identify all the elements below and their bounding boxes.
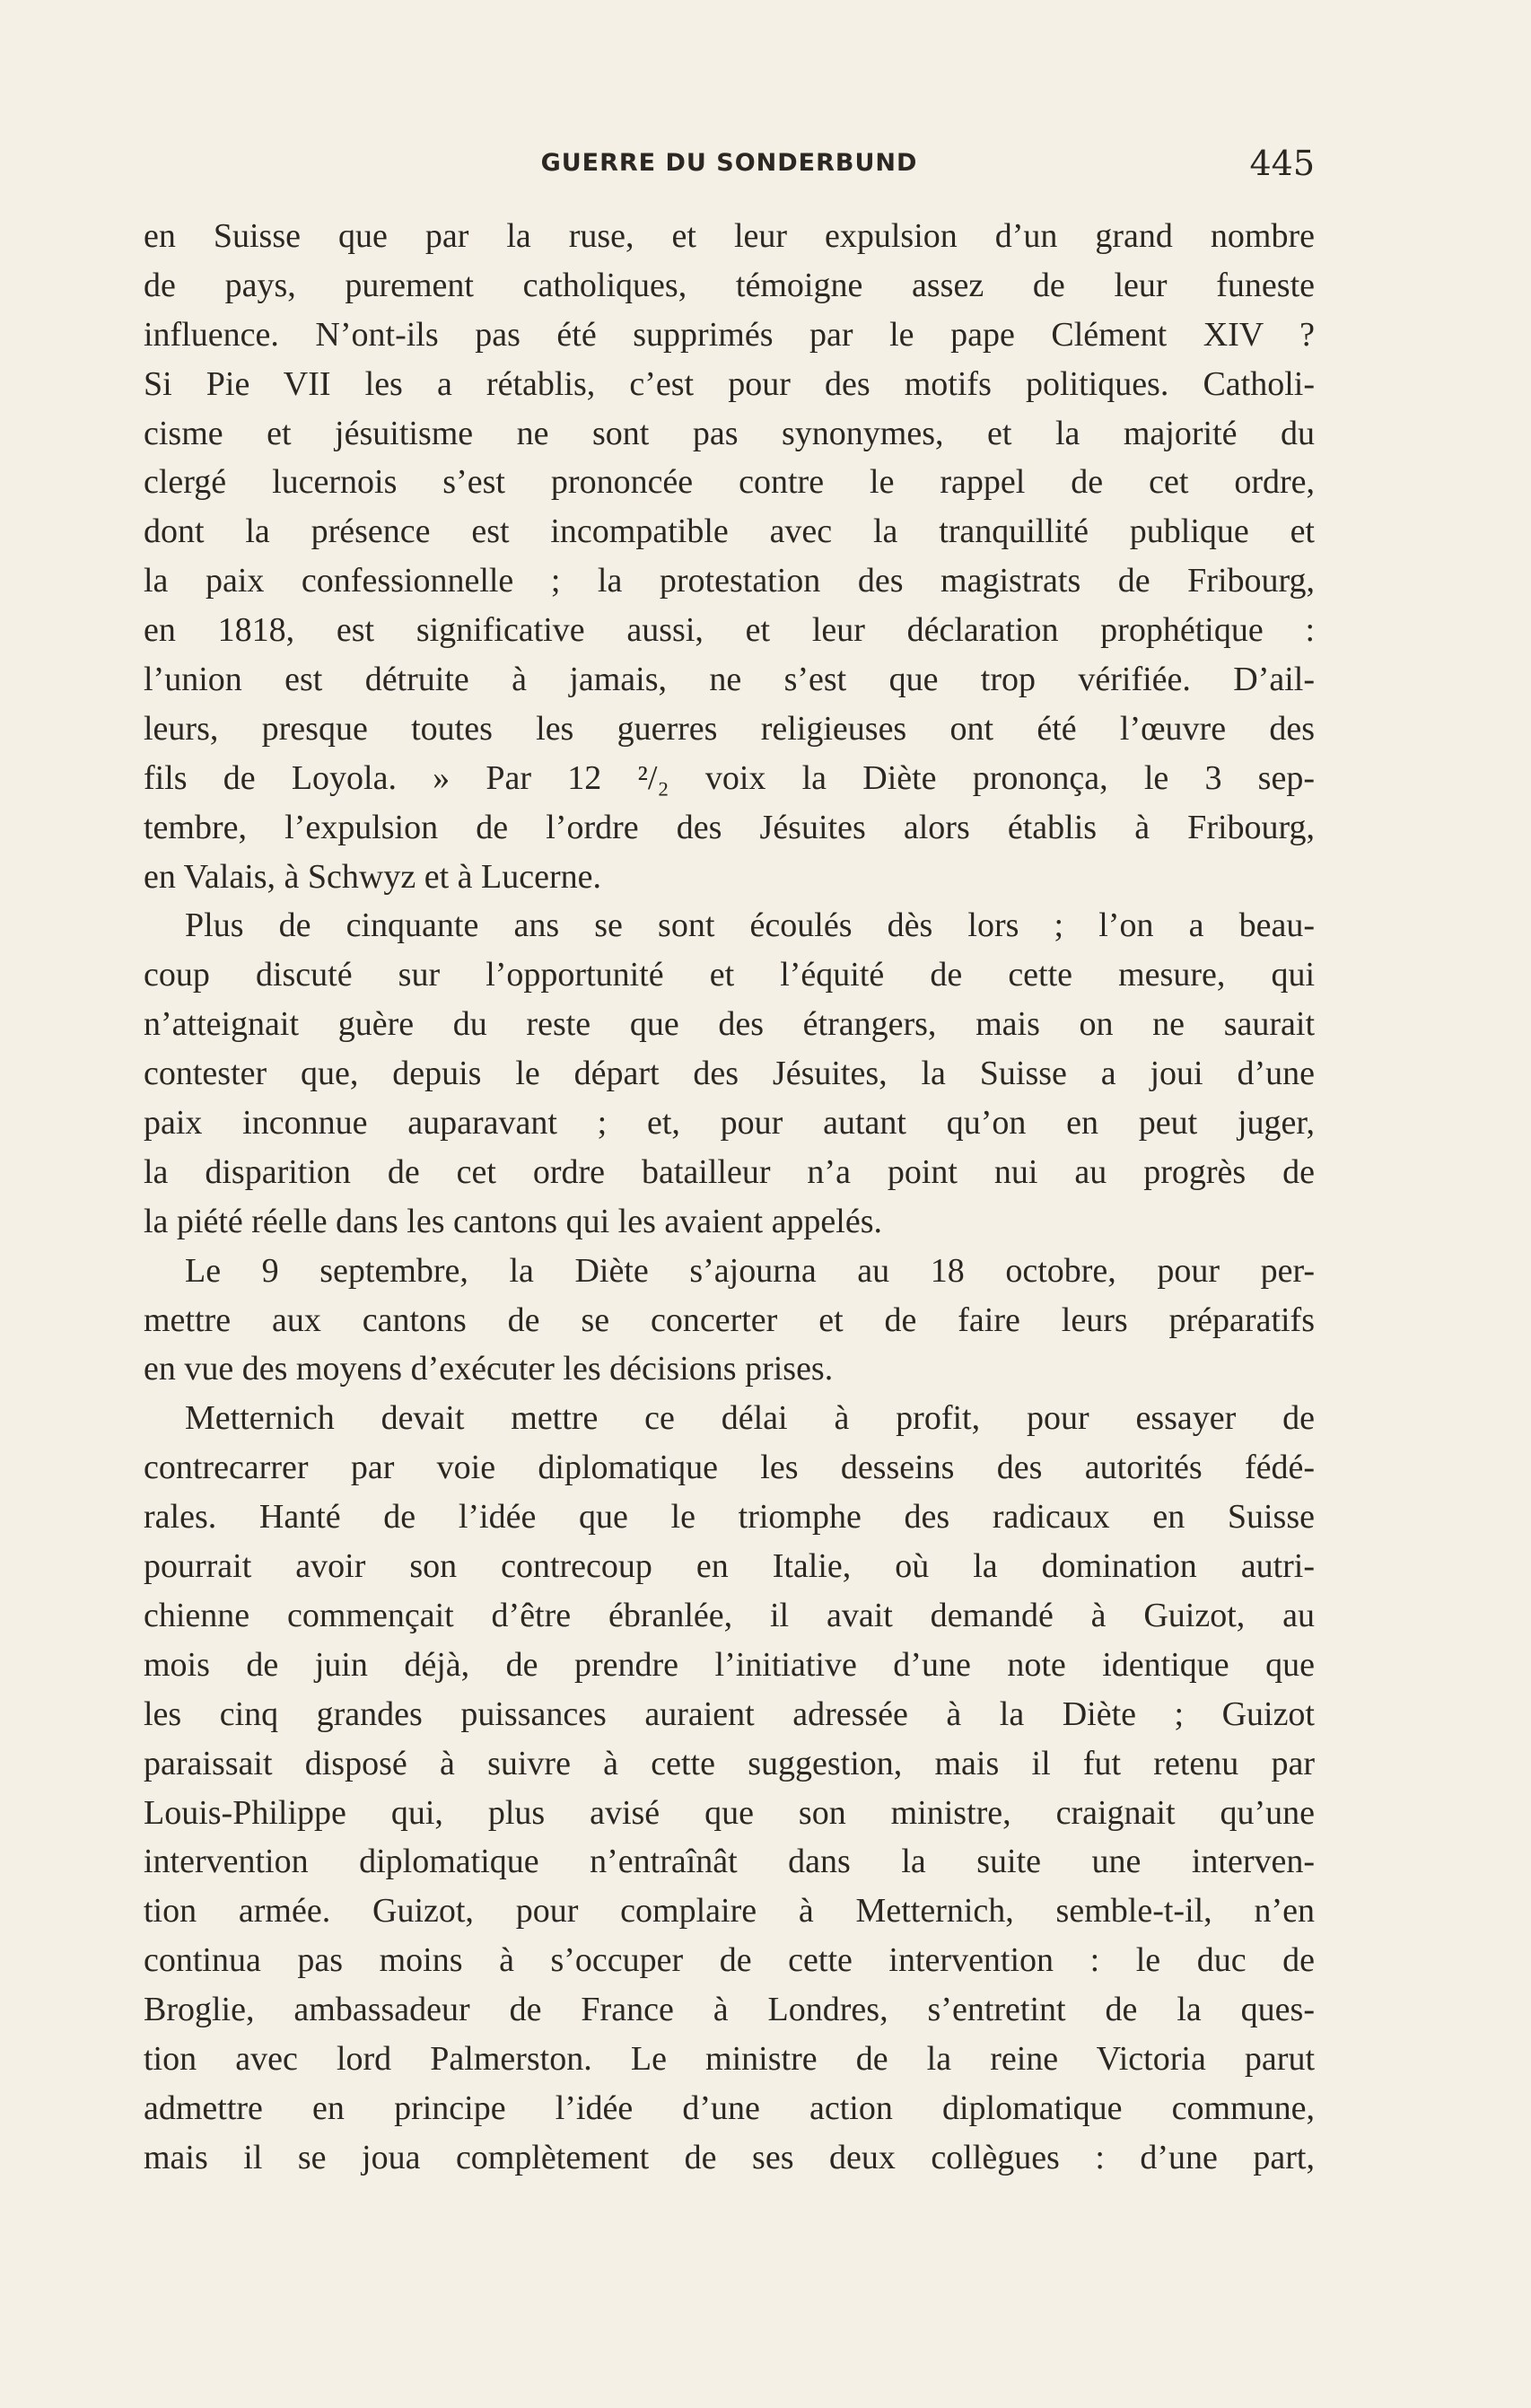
text-line: n’atteignait guère du reste que des étrangers, mais on ne saurait — [144, 1005, 1315, 1044]
text-line: mais il se joua complètement de ses deux collègues : d’une part, — [144, 2138, 1315, 2176]
text-line: mettre aux cantons de se concerter et de faire leurs préparatifs — [144, 1300, 1315, 1339]
text-line: mois de juin déjà, de prendre l’initiative d’une note identique que — [144, 1645, 1315, 1684]
page-number: 445 — [1249, 144, 1315, 183]
text-line: clergé lucernois s’est prononcée contre le rappel de cet ordre, — [144, 463, 1315, 502]
text-line: contester que, depuis le départ des Jésuites, la Suisse a joui d’une — [144, 1055, 1315, 1093]
text-line: l’union est détruite à jamais, ne s’est que trop vérifiée. D’ail- — [144, 661, 1315, 699]
text-line: les cinq grandes puissances auraient adressée à la Diète ; Guizot — [144, 1694, 1315, 1733]
text-line: en Valais, à Schwyz et à Lucerne. — [144, 857, 601, 896]
text-line: paix inconnue auparavant ; et, pour autant qu’on en peut juger, — [144, 1104, 1315, 1143]
text-line: de pays, purement catholiques, témoigne assez de leur funeste — [144, 266, 1315, 304]
text-line: pourrait avoir son contrecoup en Italie, où la domination autri- — [144, 1547, 1315, 1586]
text-line: en Suisse que par la ruse, et leur expulsion d’un grand nombre — [144, 217, 1315, 255]
text-line: en vue des moyens d’exécuter les décisions prises. — [144, 1350, 834, 1388]
text-line: paraissait disposé à suivre à cette suggestion, mais il fut retenu par — [144, 1744, 1315, 1782]
text-line: rales. Hanté de l’idée que le triomphe des radicaux en Suisse — [144, 1498, 1315, 1537]
text-line: coup discuté sur l’opportunité et l’équité de cette mesure, qui — [144, 956, 1315, 994]
text-line: la piété réelle dans les cantons qui les avaient appelés. — [144, 1202, 883, 1240]
text-line: fils de Loyola. » Par 12 ²/₂ voix la Diète prononça, le 3 sep- — [144, 758, 1315, 797]
text-line: Plus de cinquante ans se sont écoulés dès lors ; l’on a beau- — [185, 906, 1315, 945]
text-line: influence. N’ont-ils pas été supprimés par le pape Clément XIV ? — [144, 315, 1315, 354]
text-line: admettre en principe l’idée d’une action diplomatique commune, — [144, 2088, 1315, 2127]
body-text — [144, 212, 1315, 2183]
text-line: Metternich devait mettre ce délai à profit, pour essayer de — [185, 1399, 1315, 1438]
text-line: la disparition de cet ordre batailleur n’a point nui au progrès de — [144, 1152, 1315, 1191]
text-line: en 1818, est significative aussi, et leur déclaration prophétique : — [144, 611, 1315, 650]
text-line: continua pas moins à s’occuper de cette intervention : le duc de — [144, 1941, 1315, 1980]
text-line: Louis-Philippe qui, plus avisé que son ministre, craignait qu’une — [144, 1793, 1315, 1832]
text-line: tion avec lord Palmerston. Le ministre de la reine Victoria parut — [144, 2039, 1315, 2078]
text-line: dont la présence est incompatible avec la tranquillité publique et — [144, 512, 1315, 551]
running-head — [144, 136, 1315, 190]
text-line: tion armée. Guizot, pour complaire à Metternich, semble-t-il, n’en — [144, 1892, 1315, 1931]
text-line: cisme et jésuitisme ne sont pas synonymes, et la majorité du — [144, 414, 1315, 452]
text-line: Le 9 septembre, la Diète s’ajourna au 18 octobre, pour per- — [185, 1251, 1315, 1290]
text-line: leurs, presque toutes les guerres religieuses ont été l’œuvre des — [144, 709, 1315, 748]
text-line: tembre, l’expulsion de l’ordre des Jésuites alors établis à Fribourg, — [144, 808, 1315, 846]
text-line: la paix confessionnelle ; la protestation des magistrats de Fribourg, — [144, 562, 1315, 600]
running-title: GUERRE DU SONDERBUND — [540, 149, 918, 177]
text-line: intervention diplomatique n’entraînât dans la suite une interven- — [144, 1843, 1315, 1881]
text-line: contrecarrer par voie diplomatique les desseins des autorités fédé- — [144, 1449, 1315, 1487]
text-line: Broglie, ambassadeur de France à Londres, s’entretint de la ques- — [144, 1991, 1315, 2029]
text-line: chienne commençait d’être ébranlée, il avait demandé à Guizot, au — [144, 1596, 1315, 1634]
text-line: Si Pie VII les a rétablis, c’est pour des motifs politiques. Catholi- — [144, 364, 1315, 403]
